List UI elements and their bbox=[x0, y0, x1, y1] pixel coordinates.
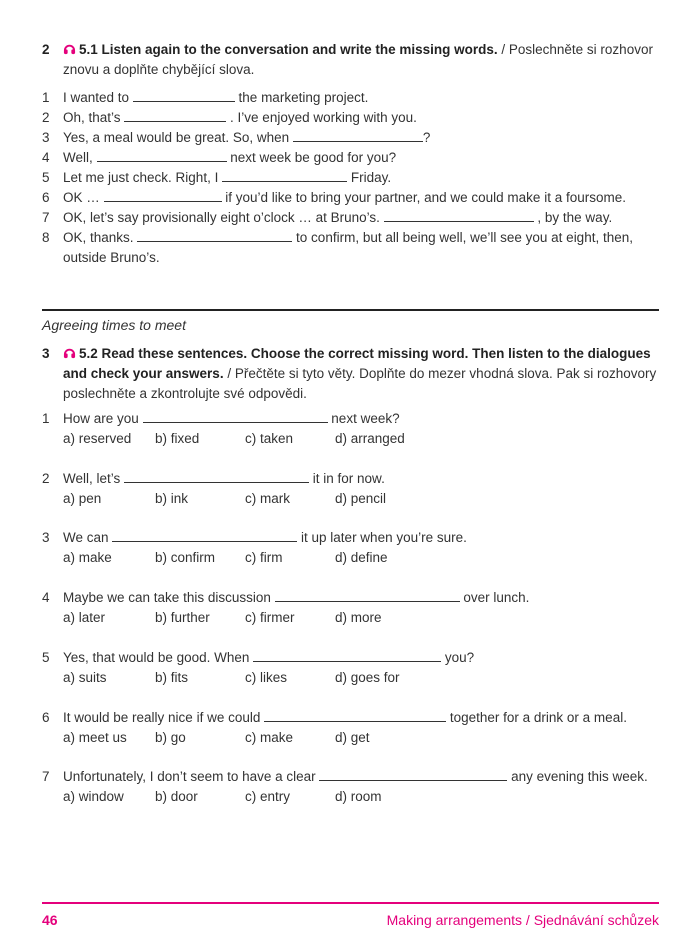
item-number: 6 bbox=[42, 190, 50, 205]
answer-option[interactable]: d) arranged bbox=[335, 431, 405, 446]
item-number: 8 bbox=[42, 230, 50, 245]
multiple-choice-item bbox=[42, 588, 662, 628]
answer-blank[interactable] bbox=[124, 470, 309, 483]
text-after: together for a drink or a meal. bbox=[446, 709, 627, 725]
answer-blank[interactable] bbox=[104, 189, 222, 202]
gap-fill-item bbox=[42, 128, 662, 148]
item-text bbox=[63, 108, 662, 128]
instruction: Read these sentences. Choose the correct missing word. Then listen to the dialogues and check your answers. bbox=[63, 346, 651, 381]
item-text bbox=[63, 708, 662, 728]
text-after: ? bbox=[422, 130, 431, 145]
footer-title: Making arrangements / Sjednávání schůzek bbox=[386, 912, 659, 928]
answer-blank[interactable] bbox=[137, 229, 292, 242]
text-before: Unfortunately, I don’t seem to have a clear bbox=[63, 769, 320, 785]
answer-option[interactable]: c) mark bbox=[245, 490, 290, 506]
multiple-choice-item bbox=[42, 528, 662, 568]
text-before: OK, thanks. bbox=[63, 230, 138, 245]
answer-options bbox=[63, 668, 662, 688]
answer-option[interactable]: a) later bbox=[63, 610, 106, 626]
item-number: 1 bbox=[42, 90, 50, 105]
item-text bbox=[63, 648, 662, 668]
text-before: OK … bbox=[63, 190, 104, 205]
answer-blank[interactable] bbox=[133, 89, 235, 102]
item-number: 4 bbox=[42, 590, 50, 606]
item-number: 7 bbox=[42, 210, 50, 225]
text-before: Let me just check. Right, I bbox=[63, 170, 223, 185]
text-after: . I’ve enjoyed working with you. bbox=[226, 110, 417, 125]
item-number: 3 bbox=[42, 130, 50, 145]
answer-blank[interactable] bbox=[143, 410, 328, 423]
headphones-icon bbox=[63, 346, 76, 359]
gap-fill-item bbox=[42, 208, 662, 228]
text-before: I wanted to bbox=[63, 90, 133, 105]
answer-options bbox=[63, 489, 662, 509]
text-before: Well, let’s bbox=[63, 470, 125, 486]
gap-fill-item bbox=[42, 188, 662, 208]
answer-option[interactable]: d) room bbox=[335, 789, 382, 805]
item-text bbox=[63, 88, 662, 108]
page-number: 46 bbox=[42, 912, 58, 928]
text-before: It would be really nice if we could bbox=[63, 709, 265, 725]
answer-blank[interactable] bbox=[124, 109, 226, 122]
item-text bbox=[63, 469, 662, 489]
text-after: next week be good for you? bbox=[226, 150, 397, 165]
answer-option[interactable]: a) suits bbox=[63, 669, 107, 685]
text-before: Maybe we can take this discussion bbox=[63, 590, 275, 606]
answer-option[interactable]: a) pen bbox=[63, 490, 102, 506]
answer-option[interactable]: a) reserved bbox=[63, 431, 132, 446]
text-before: OK, let’s say provisionally eight o’clock … at Bruno’s. bbox=[63, 210, 384, 225]
answer-option[interactable]: b) further bbox=[155, 610, 210, 626]
text-before: Well, bbox=[63, 150, 97, 165]
answer-blank[interactable] bbox=[264, 709, 446, 722]
text-after: to confirm, but all being well, we’ll see you at eight, then, outside Bruno’s. bbox=[63, 230, 633, 265]
item-text bbox=[63, 228, 663, 268]
answer-options bbox=[63, 548, 662, 568]
answer-option[interactable]: d) goes for bbox=[335, 669, 400, 685]
gap-fill-item bbox=[42, 108, 662, 128]
answer-option[interactable]: a) meet us bbox=[63, 729, 127, 745]
item-text bbox=[63, 767, 662, 787]
answer-option[interactable]: b) fits bbox=[155, 669, 189, 685]
answer-option[interactable]: b) ink bbox=[155, 490, 189, 506]
footer-rule bbox=[42, 902, 659, 904]
track-number: 5.1 bbox=[79, 42, 98, 57]
text-after: it up later when you’re sure. bbox=[297, 530, 467, 546]
section-title: Agreeing times to meet bbox=[42, 317, 186, 333]
text-after: next week? bbox=[327, 411, 400, 426]
answer-option[interactable]: d) get bbox=[335, 729, 370, 745]
answer-option[interactable]: a) window bbox=[63, 789, 124, 805]
gap-fill-item bbox=[42, 228, 662, 268]
answer-option[interactable]: b) door bbox=[155, 789, 198, 805]
answer-option[interactable]: c) make bbox=[245, 729, 294, 745]
text-before: Yes, that would be good. When bbox=[63, 649, 254, 665]
translation: / Přečtěte si tyto věty. Doplňte do mezer vhodná slova. Pak si rozhovory poslechněte a zkontrolujte své odpovědi. bbox=[63, 366, 657, 401]
item-text bbox=[63, 128, 662, 148]
answer-option[interactable]: c) entry bbox=[245, 789, 291, 805]
answer-options bbox=[63, 608, 662, 628]
multiple-choice-item bbox=[42, 409, 662, 449]
item-number: 5 bbox=[42, 649, 50, 665]
text-before: Yes, a meal would be great. So, when bbox=[63, 130, 293, 145]
gap-fill-item bbox=[42, 88, 662, 108]
exercise-number: 2 bbox=[42, 42, 50, 57]
text-after: you? bbox=[441, 649, 475, 665]
multiple-choice-item bbox=[42, 708, 662, 748]
item-text bbox=[63, 168, 662, 188]
answer-options bbox=[63, 429, 662, 449]
text-before: We can bbox=[63, 530, 113, 546]
answer-option[interactable]: b) fixed bbox=[155, 431, 200, 446]
item-text bbox=[63, 588, 662, 608]
answer-options bbox=[63, 728, 662, 748]
answer-option[interactable]: b) go bbox=[155, 729, 186, 745]
answer-option[interactable]: b) confirm bbox=[155, 550, 216, 566]
answer-blank[interactable] bbox=[319, 768, 507, 781]
answer-option[interactable]: d) pencil bbox=[335, 490, 387, 506]
exercise-number: 3 bbox=[42, 346, 50, 361]
item-text bbox=[63, 409, 662, 429]
item-text bbox=[63, 148, 662, 168]
answer-blank[interactable] bbox=[97, 149, 227, 162]
text-after: it in for now. bbox=[309, 470, 385, 486]
gap-fill-item bbox=[42, 148, 662, 168]
item-text bbox=[63, 528, 662, 548]
text-before: Oh, that’s bbox=[63, 110, 125, 125]
answer-options bbox=[63, 787, 662, 807]
answer-blank[interactable] bbox=[253, 649, 441, 662]
translation: / Poslechněte si rozhovor znovu a doplňte chybějící slova. bbox=[63, 42, 653, 77]
answer-option[interactable]: d) define bbox=[335, 550, 388, 566]
gap-fill-item bbox=[42, 168, 662, 188]
instruction: Listen again to the conversation and write the missing words. bbox=[101, 42, 498, 57]
track-number: 5.2 bbox=[79, 346, 98, 361]
item-number: 4 bbox=[42, 150, 50, 165]
item-number: 6 bbox=[42, 709, 50, 725]
text-after: if you’d like to bring your partner, and we could make it a foursome. bbox=[221, 190, 626, 205]
answer-blank[interactable] bbox=[384, 209, 534, 222]
answer-blank[interactable] bbox=[222, 169, 347, 182]
multiple-choice-item bbox=[42, 648, 662, 688]
headphones-icon bbox=[63, 42, 76, 55]
answer-blank[interactable] bbox=[112, 529, 297, 542]
text-before: How are you bbox=[63, 411, 143, 426]
item-number: 2 bbox=[42, 110, 50, 125]
answer-option[interactable]: c) firmer bbox=[245, 610, 295, 626]
answer-option[interactable]: a) make bbox=[63, 550, 112, 566]
exercise-3-heading bbox=[42, 344, 667, 404]
item-text bbox=[63, 208, 662, 228]
text-after: Friday. bbox=[347, 170, 392, 185]
multiple-choice-item bbox=[42, 469, 662, 509]
text-after: , by the way. bbox=[533, 210, 613, 225]
item-number: 5 bbox=[42, 170, 50, 185]
answer-option[interactable]: c) firm bbox=[245, 550, 283, 566]
text-after: any evening this week. bbox=[507, 769, 648, 785]
answer-option[interactable]: d) more bbox=[335, 610, 382, 626]
text-after: over lunch. bbox=[459, 590, 530, 606]
item-text bbox=[63, 188, 662, 208]
section-divider bbox=[42, 309, 659, 311]
answer-blank[interactable] bbox=[275, 589, 460, 602]
exercise-2-heading bbox=[42, 40, 667, 80]
item-number: 1 bbox=[42, 411, 50, 426]
item-number: 3 bbox=[42, 530, 50, 546]
text-after: the marketing project. bbox=[234, 90, 369, 105]
multiple-choice-item bbox=[42, 767, 662, 807]
item-number: 2 bbox=[42, 470, 50, 486]
answer-option[interactable]: c) likes bbox=[245, 669, 288, 685]
item-number: 7 bbox=[42, 769, 50, 785]
answer-option[interactable]: c) taken bbox=[245, 431, 294, 446]
answer-blank[interactable] bbox=[293, 129, 423, 142]
